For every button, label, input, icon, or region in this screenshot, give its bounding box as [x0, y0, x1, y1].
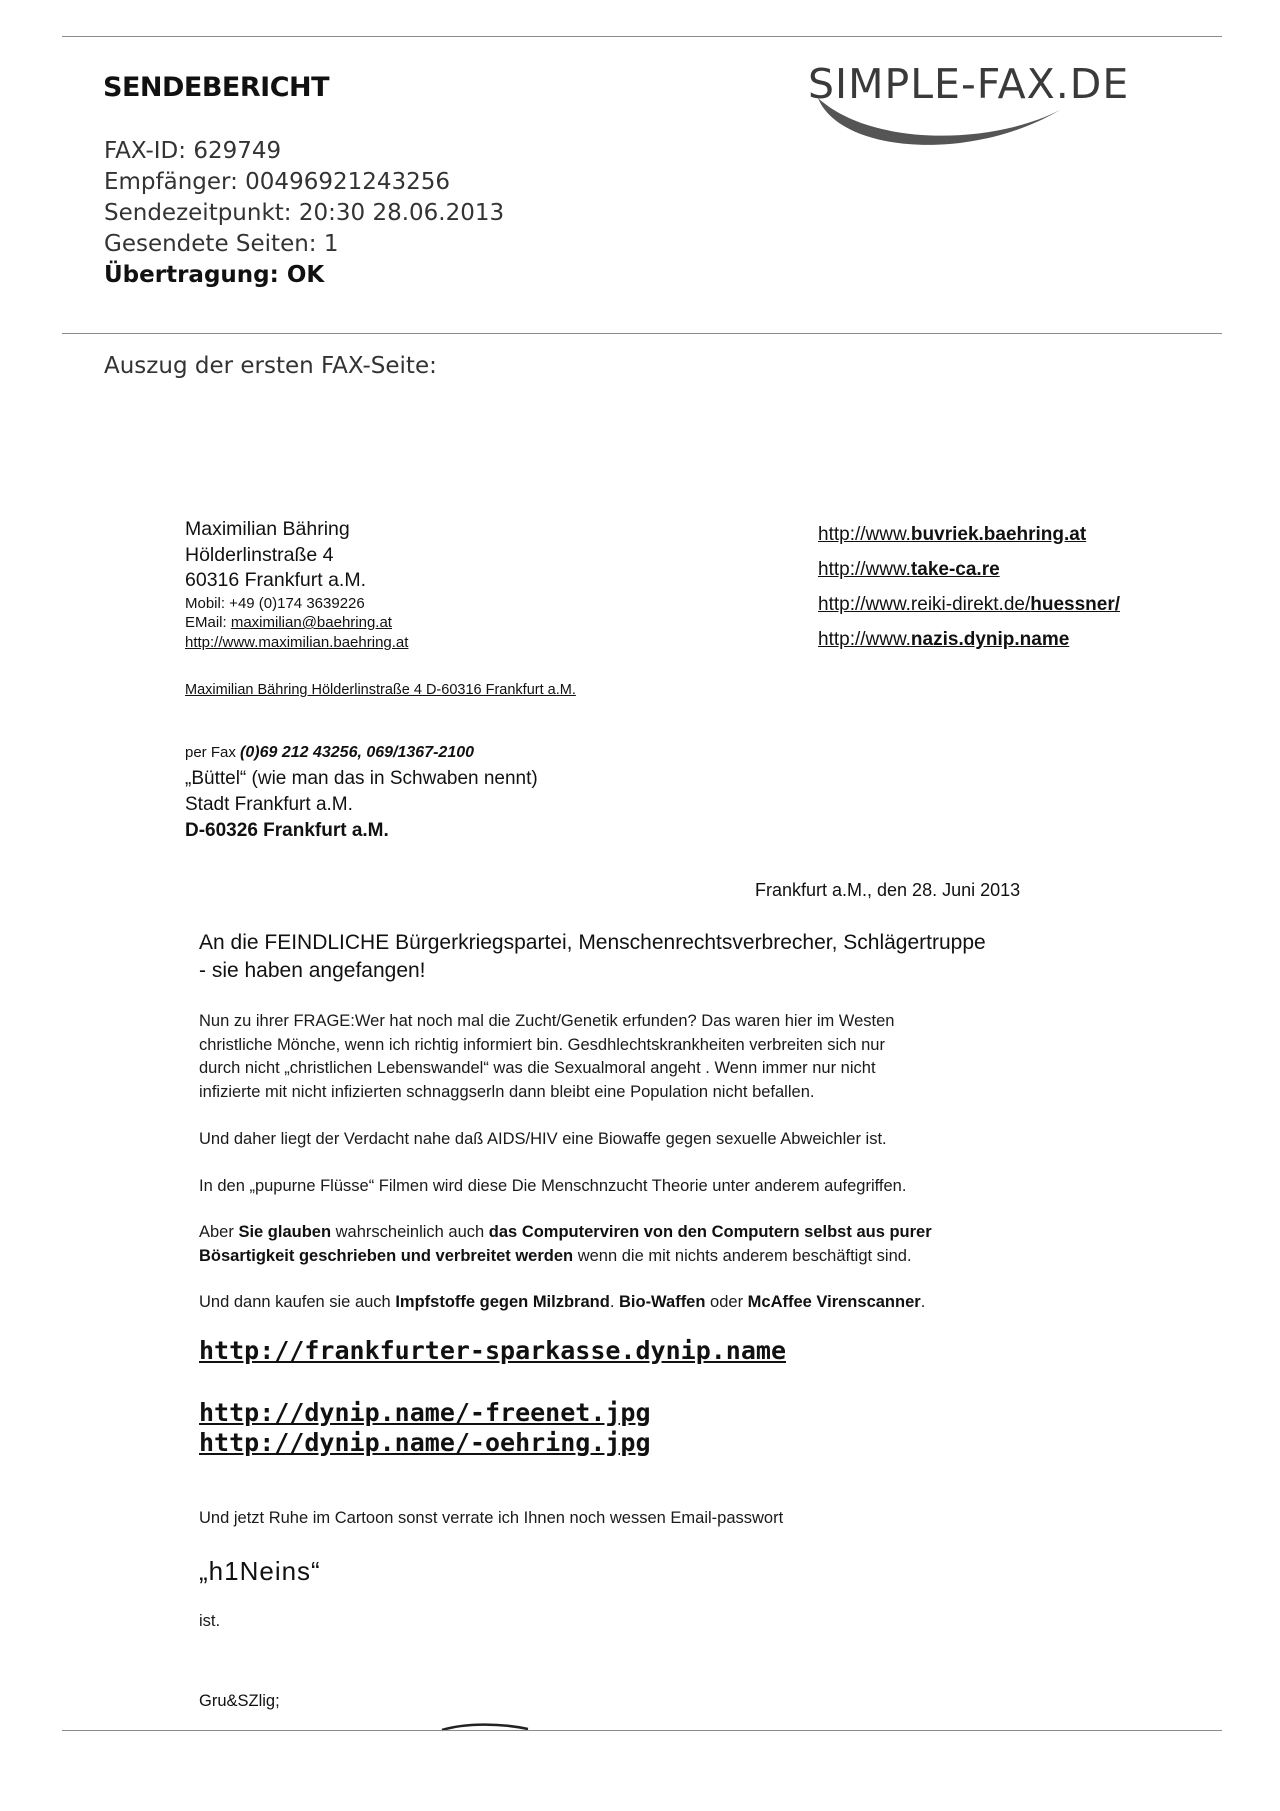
- bold-run: Bösartigkeit geschrieben und verbreitet werden: [199, 1246, 574, 1265]
- text-run: oder: [705, 1293, 748, 1311]
- paragraph-3: In den „pupurne Flüsse“ Filmen wird diese Die Menschnzucht Theorie unter anderem aufegriffen.: [199, 1177, 907, 1195]
- transmission-status: Übertragung: OK: [104, 262, 325, 288]
- bold-run: das Computerviren von den Computern selbst aus purer: [488, 1223, 932, 1241]
- recipient-block: [185, 739, 538, 844]
- bold-run: Bio-Waffen: [618, 1293, 706, 1311]
- sender-city: 60316 Frankfurt a.M.: [185, 569, 367, 591]
- greeting: Gru&SZlig;: [199, 1692, 280, 1710]
- text-run: wahrscheinlich auch: [331, 1223, 489, 1241]
- bold-run: McAffee Virenscanner: [747, 1293, 921, 1311]
- paragraph-4: [199, 1221, 932, 1268]
- report-title: SENDEBERICHT: [103, 72, 330, 103]
- text-run: wenn die mit nichts anderem beschäftigt sind.: [573, 1246, 912, 1265]
- url-link-3[interactable]: http://dynip.name/-oehring.jpg: [199, 1428, 651, 1457]
- pages-sent: Gesendete Seiten: 1: [104, 231, 339, 257]
- paragraph-5: [199, 1291, 925, 1315]
- text-run: Aber: [199, 1223, 239, 1241]
- middle-divider: [62, 333, 1222, 334]
- header-link-2[interactable]: [818, 552, 1120, 587]
- subject: [199, 929, 986, 985]
- sender-street: Hölderlinstraße 4: [185, 543, 334, 566]
- recipient-line-2: Stadt Frankfurt a.M.: [185, 794, 353, 815]
- sender-email-line: [185, 613, 408, 633]
- paragraph-line: christliche Mönche, wenn ich richtig informiert bin. Gesdhlechtskrankheiten verbreiten sich nur: [199, 1035, 885, 1054]
- bottom-divider: [62, 1730, 1222, 1731]
- paragraph-line: Nun zu ihrer FRAGE:Wer hat noch mal die Zucht/Genetik erfunden? Das waren hier im Westen: [199, 1012, 895, 1030]
- paragraph-line: infizierte mit nicht infizierten schnaggserln dann bleibt eine Population nicht befallen.: [199, 1082, 815, 1101]
- per-fax-label: per Fax: [185, 744, 241, 761]
- send-time: Sendezeitpunkt: 20:30 28.06.2013: [104, 200, 505, 226]
- sender-email-link[interactable]: maximilian@baehring.at: [230, 614, 392, 631]
- paragraph-6: Und jetzt Ruhe im Cartoon sonst verrate ich Ihnen noch wessen Email-passwort: [199, 1509, 784, 1527]
- recipient-line-3: D-60326 Frankfurt a.M.: [185, 820, 389, 841]
- simple-fax-logo: [800, 58, 1200, 158]
- date-line: Frankfurt a.M., den 28. Juni 2013: [755, 880, 1021, 900]
- link-bold: buvriek.baehring.at: [910, 524, 1087, 545]
- paragraph-line: durch nicht „christlichen Lebenswandel“ was die Sexualmoral angeht . Wenn immer nur nicht: [199, 1059, 876, 1077]
- subject-line-2: - sie haben angefangen!: [199, 959, 426, 982]
- paragraph-2: Und daher liegt der Verdacht nahe daß AIDS/HIV eine Biowaffe gegen sexuelle Abweichler ist.: [199, 1130, 887, 1148]
- paragraph-line: [199, 1245, 932, 1269]
- link-prefix: http://www.: [818, 629, 911, 650]
- recipient-line-1: „Büttel“ (wie man das in Schwaben nennt): [185, 768, 538, 789]
- link-prefix: http://www.: [818, 559, 911, 580]
- bold-run: Impfstoffe gegen Milzbrand: [395, 1293, 610, 1311]
- report-info: [104, 136, 504, 291]
- text-run: Und dann kaufen sie auch: [199, 1293, 396, 1311]
- fax-id: FAX-ID: 629749: [104, 138, 282, 164]
- excerpt-label: Auszug der ersten FAX-Seite:: [104, 353, 437, 379]
- header-link-1[interactable]: [818, 517, 1120, 552]
- subject-line-1: An die FEINDLICHE Bürgerkriegspartei, Menschenrechtsverbrecher, Schlägertruppe: [199, 931, 986, 954]
- top-divider: [62, 36, 1222, 37]
- url-link-2[interactable]: http://dynip.name/-freenet.jpg: [199, 1398, 651, 1427]
- recipient-number: Empfänger: 00496921243256: [104, 169, 451, 195]
- paragraph-line: [199, 1221, 932, 1245]
- header-link-3[interactable]: [818, 587, 1120, 622]
- sender-website-line: [185, 633, 408, 653]
- bold-run: Sie glauben: [238, 1223, 332, 1241]
- link-prefix: http://www.: [818, 524, 911, 545]
- link-bold: huessner/: [1030, 594, 1121, 615]
- fax-number-line: [185, 739, 538, 766]
- password-text: „h1Neins“: [199, 1556, 321, 1586]
- header-link-4[interactable]: [818, 622, 1120, 657]
- text-run: .: [609, 1293, 619, 1311]
- text-run: .: [920, 1293, 926, 1311]
- sender-mobile: Mobil: +49 (0)174 3639226: [185, 594, 365, 612]
- sender-name: Maximilian Bähring: [185, 518, 350, 540]
- sender-website-link[interactable]: http://www.maximilian.baehring.at: [185, 633, 409, 651]
- link-prefix: http://www.reiki-direkt.de/: [818, 594, 1031, 615]
- logo-text: SIMPLE-FAX.DE: [808, 60, 1130, 108]
- url-link-1[interactable]: http://frankfurter-sparkasse.dynip.name: [199, 1336, 786, 1365]
- fax-numbers: (0)69 212 43256, 069/1367-2100: [240, 744, 475, 761]
- link-bold: nazis.dynip.name: [910, 629, 1070, 650]
- return-address: Maximilian Bähring Hölderlinstraße 4 D-60316 Frankfurt a.M.: [185, 682, 576, 698]
- link-bold: take-ca.re: [910, 559, 1000, 580]
- paragraph-7: ist.: [199, 1612, 221, 1630]
- header-links: [818, 517, 1120, 657]
- sender-block: [185, 517, 408, 652]
- email-label: EMail:: [185, 614, 231, 631]
- paragraph-1: [199, 1010, 894, 1104]
